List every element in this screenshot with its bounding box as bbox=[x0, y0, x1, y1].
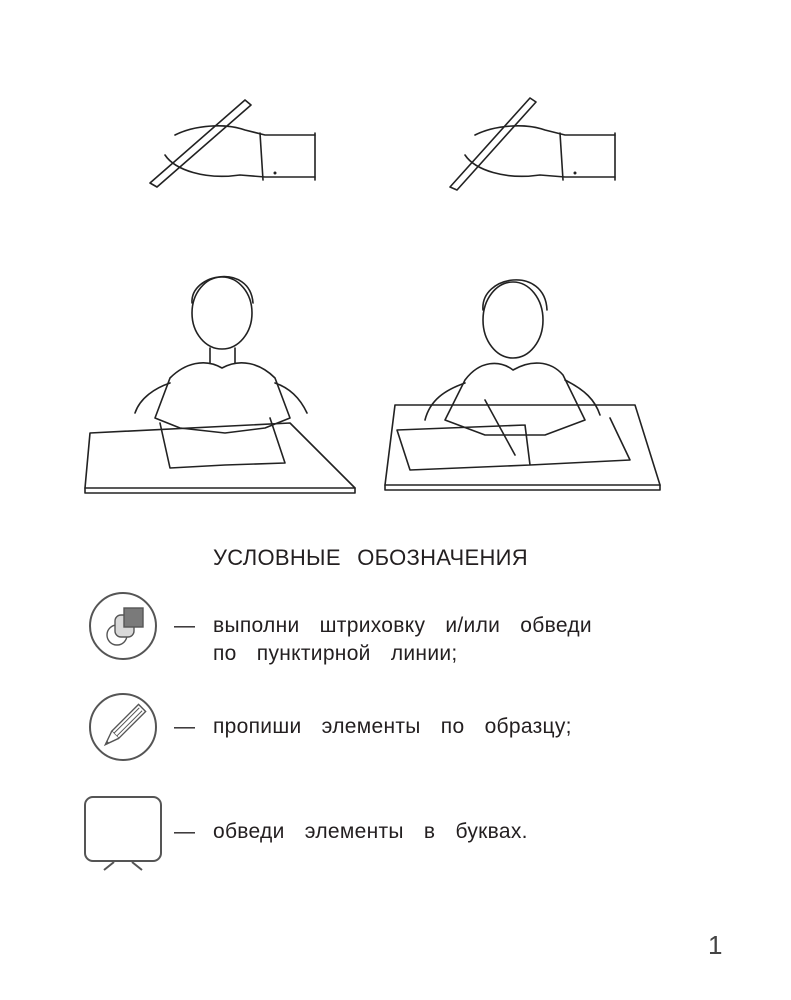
page-number: 1 bbox=[708, 930, 723, 960]
legend-dash: — bbox=[174, 614, 195, 637]
legend-item-text: пропиши элементы по образцу; bbox=[213, 715, 572, 738]
hand-holding-pen-illustration-right bbox=[445, 95, 620, 195]
board-icon bbox=[84, 796, 164, 874]
legend-item-text: обведи элементы в буквах. bbox=[213, 820, 528, 843]
shading-shapes-icon bbox=[88, 591, 160, 663]
hand-holding-pen-illustration-left bbox=[145, 95, 320, 195]
boy-sitting-correctly-illustration bbox=[85, 258, 365, 493]
legend-item-text: выполни штриховку и/или обведи bbox=[213, 614, 592, 637]
legend-dash: — bbox=[174, 715, 195, 738]
boy-writing-illustration bbox=[385, 250, 665, 495]
legend-title: УСЛОВНЫЕ ОБОЗНАЧЕНИЯ bbox=[213, 545, 528, 570]
legend-dash: — bbox=[174, 820, 195, 843]
pencil-icon bbox=[88, 692, 160, 764]
legend-item-text-line2: по пунктирной линии; bbox=[213, 642, 458, 665]
